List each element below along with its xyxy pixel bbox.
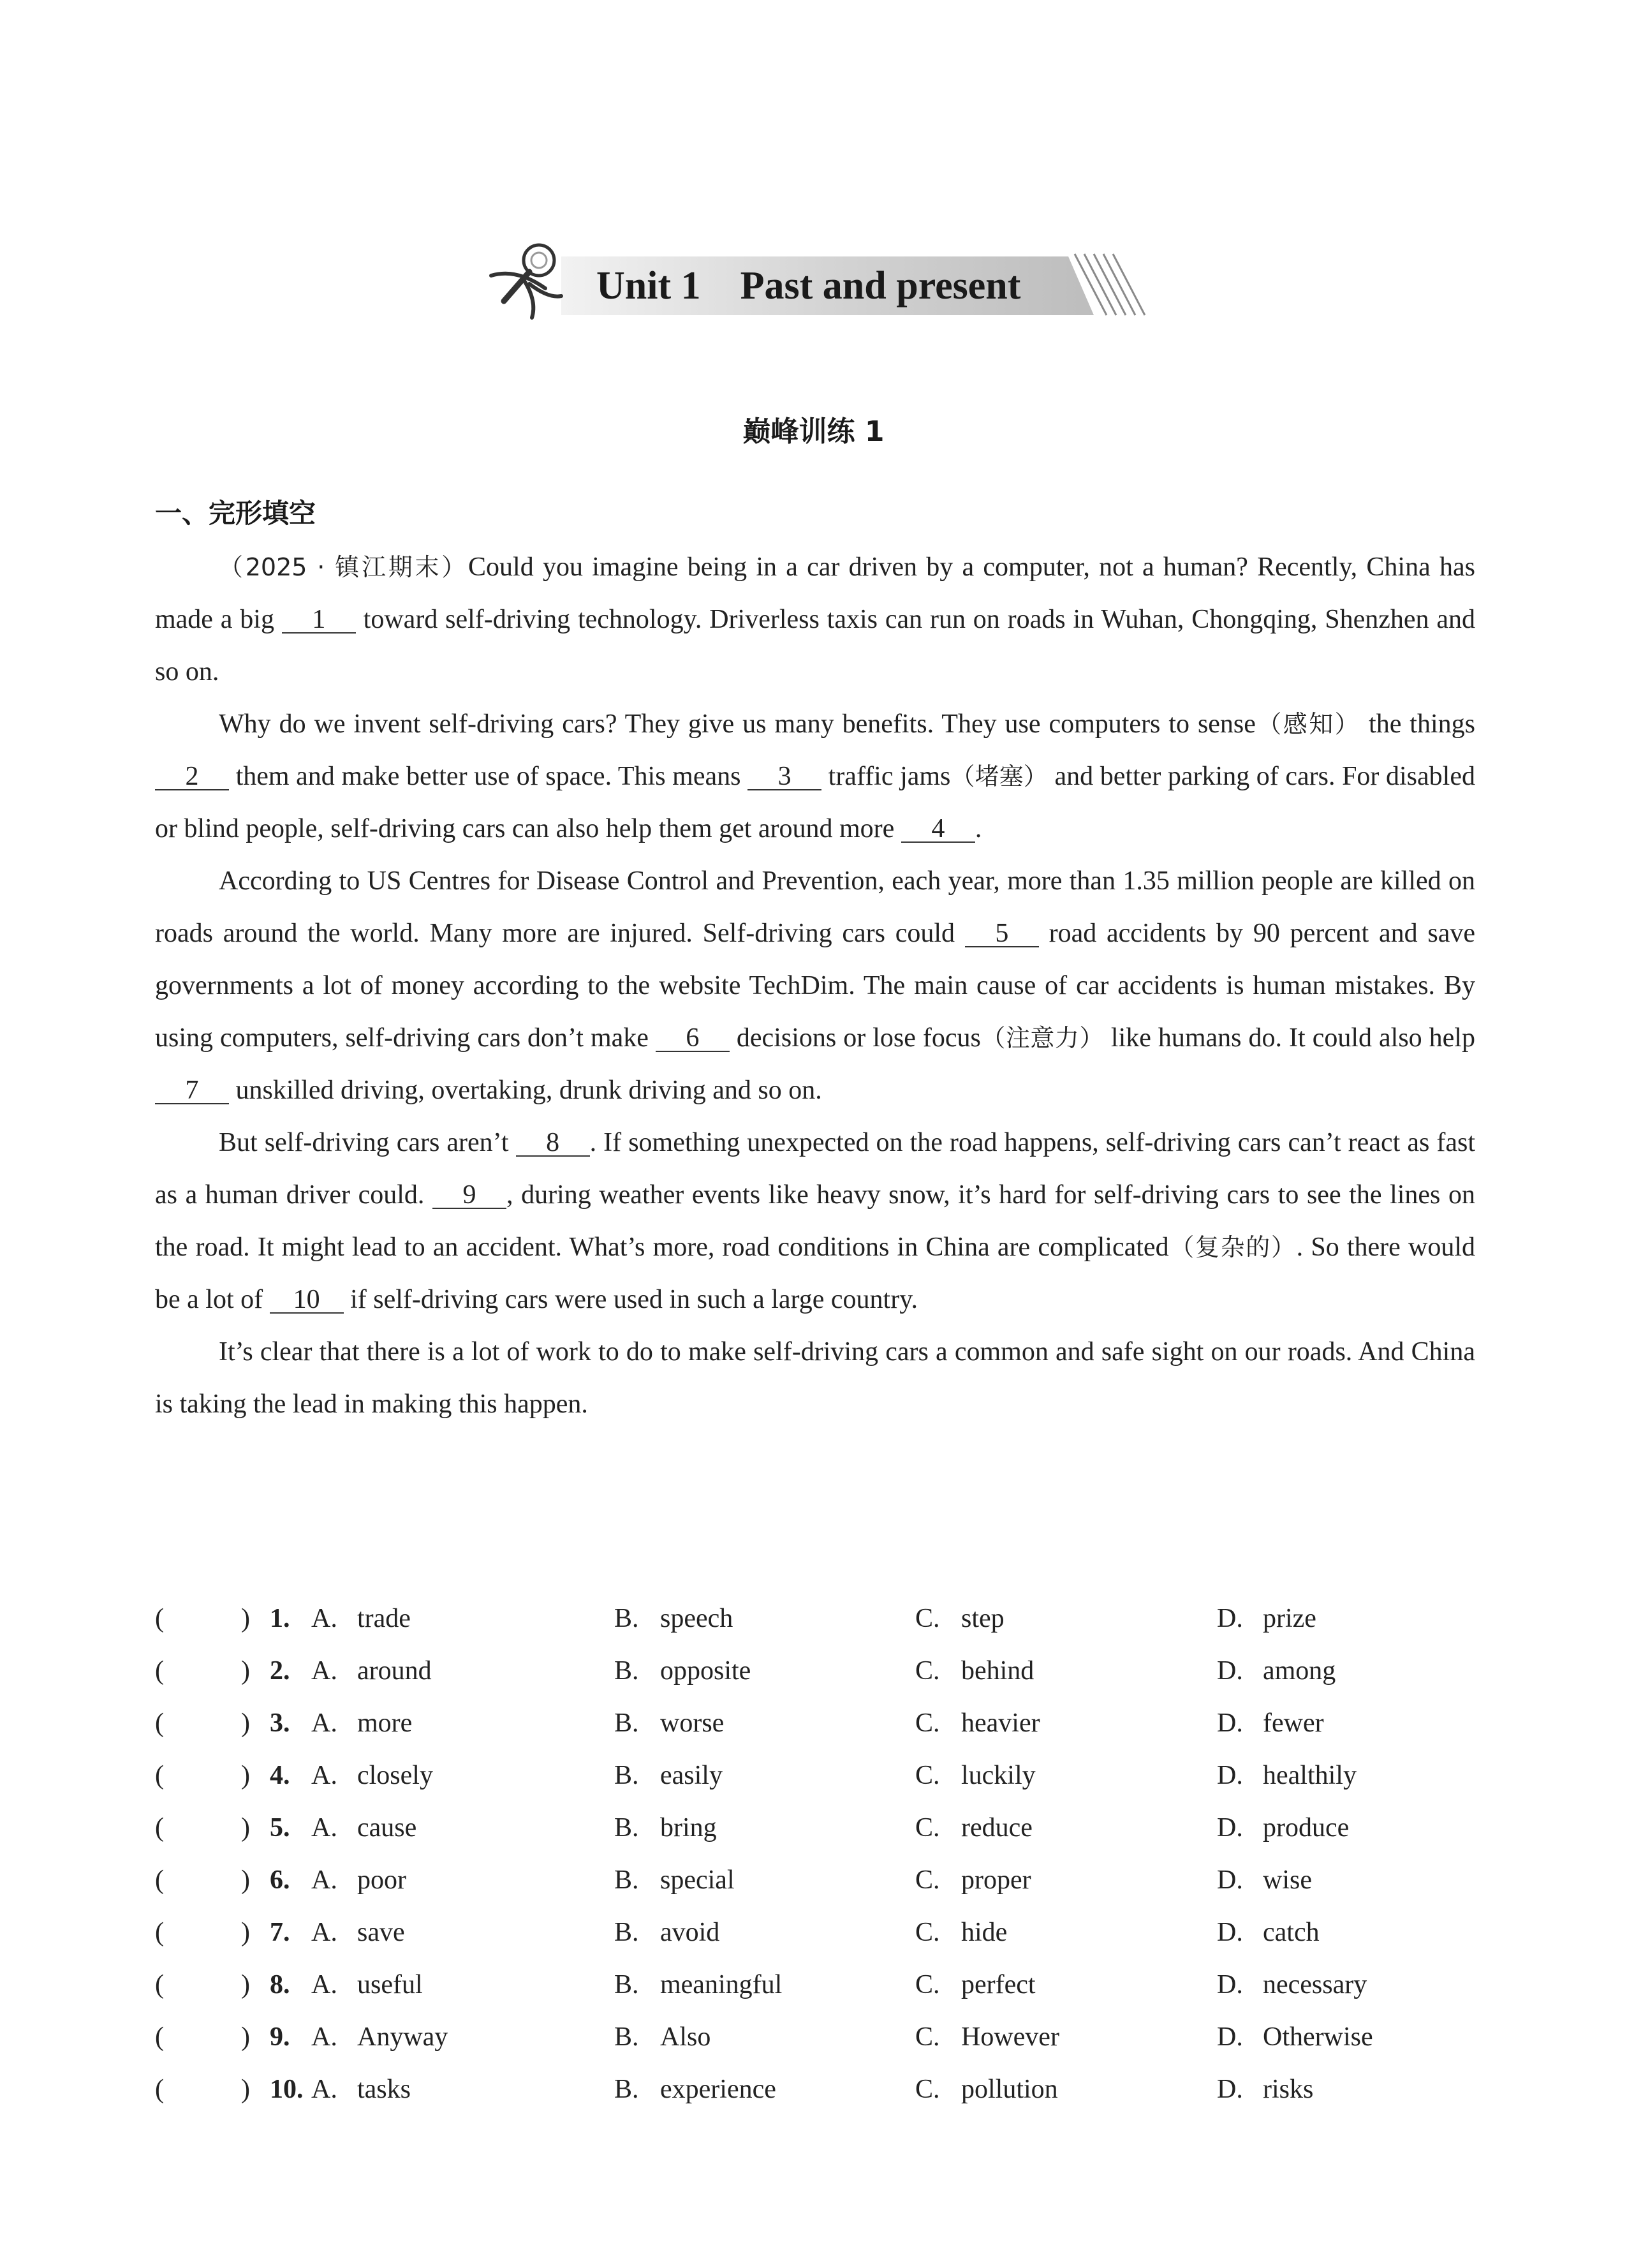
option-c[interactable] [915,1592,1005,1645]
option-b[interactable] [614,1854,735,1906]
option-a[interactable] [311,2011,448,2063]
paragraph-text: According to US Centres for Disease Control and Prevention, each year, more than 1.35 million people are killed on roads around the world. Many more are injured. Self-driving cars could [155,866,1475,948]
option-text: Anyway [357,2022,448,2052]
option-d[interactable] [1217,1959,1367,2011]
blank-8[interactable]: 8 [516,1130,590,1157]
option-letter: A. [311,2075,337,2104]
option-letter: D. [1217,1708,1243,1738]
option-text: easily [660,1761,723,1790]
answer-paren-close: ) [241,1708,250,1738]
option-b[interactable] [614,1749,723,1802]
question-number: 1. [270,1604,290,1633]
option-text: wise [1263,1865,1312,1895]
option-letter: C. [915,1656,940,1686]
option-letter: A. [311,1865,337,1895]
option-text: reduce [961,1813,1033,1842]
option-b[interactable] [614,2063,776,2116]
option-text: pollution [961,2075,1058,2104]
option-letter: C. [915,1970,940,1999]
option-d[interactable] [1217,1697,1324,1749]
option-a[interactable] [311,2063,411,2116]
paragraph-text: toward self-driving technology. Driverless taxis can run on roads in Wuhan, Chongqing, Shenzhen and so on. [155,605,1476,686]
option-c[interactable] [915,1645,1034,1697]
paragraph-text: But self-driving cars aren’t [219,1128,516,1157]
answer-paren-open[interactable]: ( [155,1865,164,1895]
paragraph-text: decisions or lose focus [729,1023,981,1053]
option-text: experience [660,2075,776,2104]
paragraph-5 [155,1326,1475,1430]
option-text: trade [357,1604,411,1633]
option-letter: B. [614,2075,639,2104]
paragraph-text: . [975,814,982,843]
option-letter: D. [1217,1813,1243,1842]
option-letter: D. [1217,2022,1243,2052]
option-a[interactable] [311,1802,416,1854]
option-b[interactable] [614,1592,733,1645]
answer-paren-open[interactable]: ( [155,1604,164,1633]
blank-7[interactable]: 7 [155,1078,229,1104]
option-letter: B. [614,1656,639,1686]
answer-paren-close: ) [241,1604,250,1633]
question-number: 5. [270,1813,290,1842]
option-text: tasks [357,2075,411,2104]
option-text: more [357,1708,413,1738]
question-number: 10. [270,2075,304,2104]
paragraph-text: if self-driving cars were used in such a large country. [343,1285,918,1314]
answer-paren-close: ) [241,2022,250,2052]
option-text: save [357,1918,405,1947]
answer-paren-open[interactable]: ( [155,1656,164,1686]
option-text: heavier [961,1708,1040,1738]
paragraph-2 [155,698,1475,855]
option-text: opposite [660,1656,751,1686]
option-text: among [1263,1656,1336,1686]
magnifier-figure-icon [491,245,561,318]
option-text: special [660,1865,735,1895]
option-c[interactable] [915,1697,1040,1749]
unit-banner [485,230,1148,345]
option-text: closely [357,1761,433,1790]
paragraph-text: It’s clear that there is a lot of work to do to make self-driving cars a common and safe sight on our roads. And China is taking the lead in making this happen. [155,1337,1475,1419]
option-letter: A. [311,2022,337,2052]
option-text: risks [1263,2075,1314,2104]
answer-paren-open[interactable]: ( [155,2075,164,2104]
chinese-gloss: （复杂的） [1168,1233,1297,1261]
option-letter: D. [1217,1604,1243,1633]
option-letter: C. [915,2022,940,2052]
option-letter: A. [311,1604,337,1633]
blank-5[interactable]: 5 [965,921,1039,947]
paragraph-text: road accidents by 90 percent and save governments a lot of money according to the website TechDim. The main cause of car accidents is human mistakes. By using computers, self-driving cars don’t make [155,919,1475,1053]
option-text: proper [961,1865,1031,1895]
option-b[interactable] [614,1645,751,1697]
option-text: hide [961,1918,1008,1947]
option-text: cause [357,1813,417,1842]
option-text: Otherwise [1263,2022,1373,2052]
option-text: avoid [660,1918,720,1947]
chinese-gloss: （感知） [1255,710,1361,738]
option-letter: B. [614,1918,639,1947]
option-letter: A. [311,1918,337,1947]
option-c[interactable] [915,2011,1059,2063]
part-title: 一、完形填空 [155,498,316,529]
answer-paren-close: ) [241,1970,250,1999]
answer-paren-open[interactable]: ( [155,1918,164,1947]
answer-paren-close: ) [241,1918,250,1947]
option-letter: C. [915,2075,940,2104]
options-list [155,1592,1475,2116]
option-letter: D. [1217,1970,1243,1999]
option-letter: C. [915,1708,940,1738]
option-text: step [961,1604,1005,1633]
section-title: 巅峰训练 1 [742,415,885,448]
option-d[interactable] [1217,1906,1320,1959]
option-c[interactable] [915,2063,1058,2116]
paragraph-text: . So there would be a lot of [155,1233,1475,1314]
option-d[interactable] [1217,1802,1349,1854]
option-text: meaningful [660,1970,783,1999]
question-row [155,1645,1475,1697]
option-b[interactable] [614,1802,717,1854]
option-c[interactable] [915,1749,1036,1802]
option-text: behind [961,1656,1034,1686]
option-letter: B. [614,1813,639,1842]
option-d[interactable] [1217,1854,1312,1906]
question-row [155,1854,1475,1906]
question-row [155,1749,1475,1802]
option-b[interactable] [614,1959,782,2011]
chinese-gloss: （堵塞） [950,762,1048,790]
question-row [155,1697,1475,1749]
blank-6[interactable]: 6 [656,1025,730,1052]
unit-title: Unit 1 Past and present [596,264,1021,308]
paragraph-text: Why do we invent self-driving cars? They give us many benefits. They use computers to sense [219,709,1256,739]
paragraph-3 [155,855,1475,1116]
option-text: speech [660,1604,733,1633]
option-a[interactable] [311,1854,406,1906]
blank-2[interactable]: 2 [155,764,229,790]
blank-3[interactable]: 3 [747,764,821,790]
option-letter: C. [915,1918,940,1947]
paragraph-text: traffic jams [821,762,951,791]
answer-paren-close: ) [241,1656,250,1686]
option-d[interactable] [1217,2011,1373,2063]
answer-paren-open[interactable]: ( [155,1813,164,1842]
source-tag: （2025 · 镇江期末） [219,553,469,581]
option-letter: B. [614,1865,639,1895]
option-a[interactable] [311,1959,423,2011]
option-b[interactable] [614,1697,724,1749]
option-c[interactable] [915,1802,1033,1854]
option-text: useful [357,1970,423,1999]
option-letter: C. [915,1761,940,1790]
option-text: perfect [961,1970,1036,1999]
option-d[interactable] [1217,1645,1336,1697]
question-number: 6. [270,1865,290,1895]
option-letter: A. [311,1970,337,1999]
question-number: 8. [270,1970,290,1999]
option-letter: A. [311,1708,337,1738]
option-c[interactable] [915,1854,1031,1906]
option-letter: B. [614,2022,639,2052]
option-text: prize [1263,1604,1316,1633]
option-d[interactable] [1217,1749,1357,1802]
option-text: around [357,1656,432,1686]
paragraph-4 [155,1116,1475,1326]
option-letter: A. [311,1761,337,1790]
answer-paren-close: ) [241,1865,250,1895]
option-a[interactable] [311,1697,412,1749]
answer-paren-close: ) [241,2075,250,2104]
chinese-gloss: （注意力） [980,1024,1104,1052]
question-row [155,2011,1475,2063]
option-letter: D. [1217,1918,1243,1947]
question-row [155,2063,1475,2116]
option-letter: D. [1217,1656,1243,1686]
option-text: fewer [1263,1708,1324,1738]
blank-1[interactable]: 1 [282,607,356,634]
question-number: 3. [270,1708,290,1738]
option-d[interactable] [1217,2063,1313,2116]
option-text: However [961,2022,1059,2052]
option-letter: B. [614,1970,639,1999]
option-letter: B. [614,1761,639,1790]
paragraph-text: unskilled driving, overtaking, drunk driving and so on. [229,1076,822,1105]
answer-paren-open[interactable]: ( [155,2022,164,2052]
option-letter: B. [614,1604,639,1633]
paragraph-text: them and make better use of space. This means [229,762,748,791]
option-text: produce [1263,1813,1350,1842]
option-letter: A. [311,1656,337,1686]
answer-paren-close: ) [241,1761,250,1790]
paragraph-text: . If something unexpected on the road happens, self-driving cars can’t react as fast as a human driver could. [155,1128,1475,1210]
answer-paren-open[interactable]: ( [155,1708,164,1738]
option-a[interactable] [311,1592,411,1645]
question-row [155,1592,1475,1645]
question-row [155,1959,1475,2011]
option-text: bring [660,1813,717,1842]
question-row [155,1802,1475,1854]
paragraph-text: like humans do. It could also help [1103,1023,1475,1053]
option-c[interactable] [915,1906,1007,1959]
option-text: necessary [1263,1970,1367,1999]
blank-10[interactable]: 10 [270,1287,344,1314]
option-b[interactable] [614,1906,719,1959]
option-c[interactable] [915,1959,1036,2011]
option-letter: A. [311,1813,337,1842]
question-number: 7. [270,1918,290,1947]
option-text: worse [660,1708,725,1738]
answer-paren-open[interactable]: ( [155,1761,164,1790]
option-letter: D. [1217,1761,1243,1790]
question-number: 4. [270,1761,290,1790]
question-number: 9. [270,2022,290,2052]
question-row [155,1906,1475,1959]
answer-paren-open[interactable]: ( [155,1970,164,1999]
question-number: 2. [270,1656,290,1686]
option-text: Also [660,2022,711,2052]
blank-4[interactable]: 4 [901,816,975,843]
option-text: catch [1263,1918,1320,1947]
answer-paren-close: ) [241,1813,250,1842]
option-letter: C. [915,1865,940,1895]
option-letter: C. [915,1813,940,1842]
option-text: poor [357,1865,406,1895]
option-letter: B. [614,1708,639,1738]
option-a[interactable] [311,1749,433,1802]
paragraph-text: , during weather events like heavy snow, it’s hard for self-driving cars to see the lines on the road. It might lead to an accident. What’s more, road conditions in China are complicated [155,1180,1475,1262]
option-text: luckily [961,1761,1036,1790]
option-letter: D. [1217,1865,1243,1895]
paragraph-text: and better parking of cars. For disabled or blind people, self-driving cars can also help them get around more [155,762,1475,843]
option-text: healthily [1263,1761,1357,1790]
cloze-passage [155,541,1475,1430]
paragraph-text: Could you imagine being in a car driven by a computer, not a human? Recently, China has made a big [155,552,1475,634]
option-a[interactable] [311,1906,405,1959]
option-d[interactable] [1217,1592,1316,1645]
option-a[interactable] [311,1645,432,1697]
option-letter: D. [1217,2075,1243,2104]
option-letter: C. [915,1604,940,1633]
option-b[interactable] [614,2011,710,2063]
paragraph-text: the things [1360,709,1475,739]
paragraph-1 [155,541,1475,698]
blank-9[interactable]: 9 [432,1182,506,1209]
